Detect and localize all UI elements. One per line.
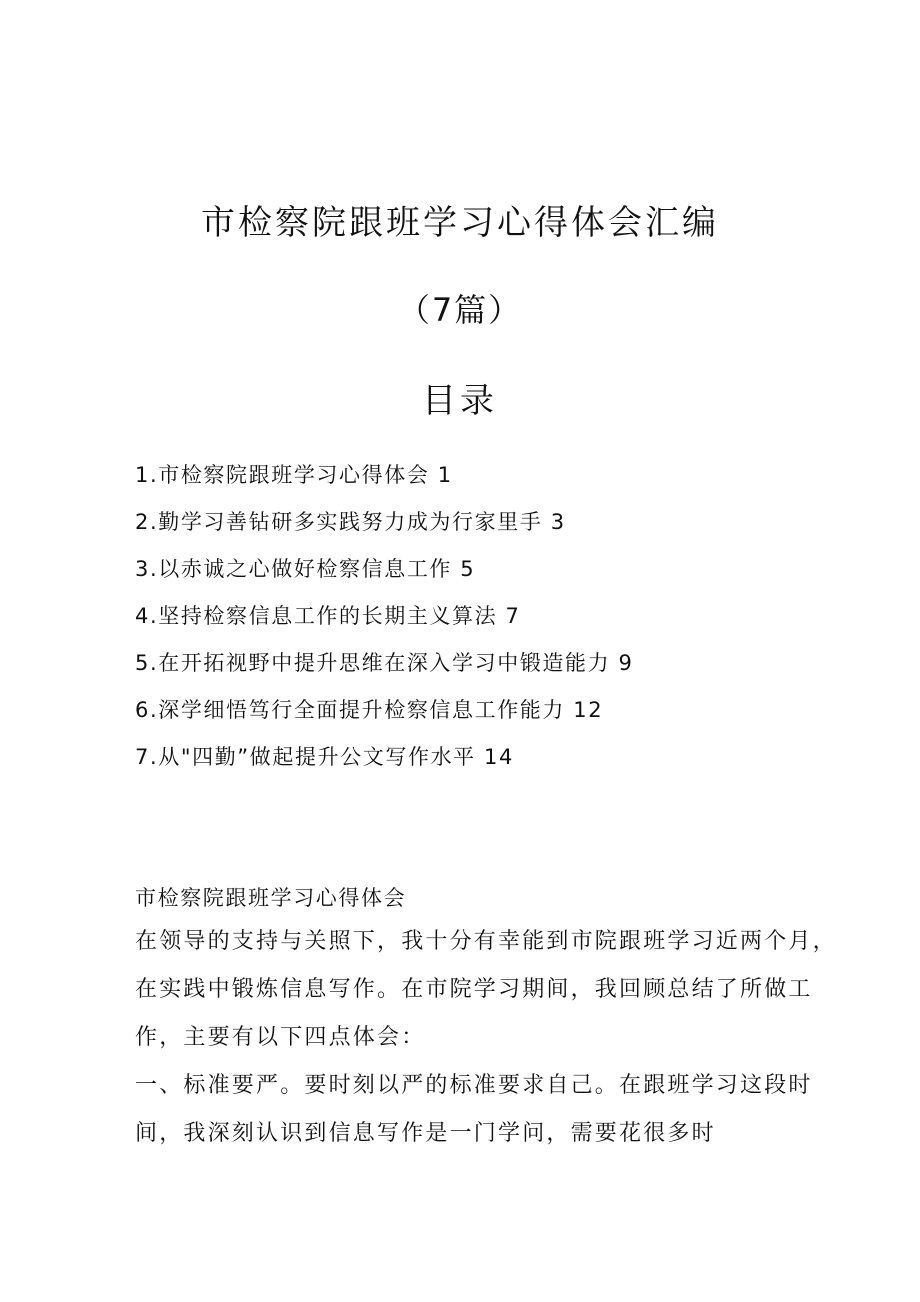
- toc-item-4[interactable]: 4.坚持检察信息工作的长期主义算法 7: [135, 604, 521, 628]
- document-subtitle: （7篇）: [397, 291, 523, 329]
- toc-heading: 目录: [422, 381, 498, 421]
- toc-item-7[interactable]: 7.从"四勤”做起提升公文写作水平 14: [135, 745, 514, 769]
- toc-item-1[interactable]: 1.市检察院跟班学习心得体会 1: [135, 463, 453, 487]
- section-title: 市检察院跟班学习心得体会: [135, 886, 407, 910]
- document-title: 市检察院跟班学习心得体会汇编: [201, 203, 719, 243]
- paragraph-line: 在领导的支持与关照下，我十分有幸能到市院跟班学习近两个月，: [135, 929, 837, 954]
- toc-item-6[interactable]: 6.深学细悟笃行全面提升检察信息工作能力 12: [135, 698, 604, 722]
- toc-item-2[interactable]: 2.勤学习善钻研多实践努力成为行家里手 3: [135, 510, 566, 534]
- toc-item-5[interactable]: 5.在开拓视野中提升思维在深入学习中锻造能力 9: [135, 651, 634, 675]
- paragraph-line: 间，我深刻认识到信息写作是一门学问，需要花很多时: [135, 1121, 716, 1146]
- article-body: [135, 878, 837, 1158]
- table-of-contents: [135, 455, 835, 784]
- paragraph-line: 一、标准要严。要时刻以严的标准要求自己。在跟班学习这段时: [135, 1073, 813, 1098]
- paragraph-line: 在实践中锻炼信息写作。在市院学习期间，我回顾总结了所做工: [135, 977, 813, 1002]
- paragraph-line: 作，主要有以下四点体会：: [135, 1025, 426, 1050]
- body-paragraph: [135, 918, 837, 1158]
- toc-item-3[interactable]: 3.以赤诚之心做好检察信息工作 5: [135, 557, 476, 581]
